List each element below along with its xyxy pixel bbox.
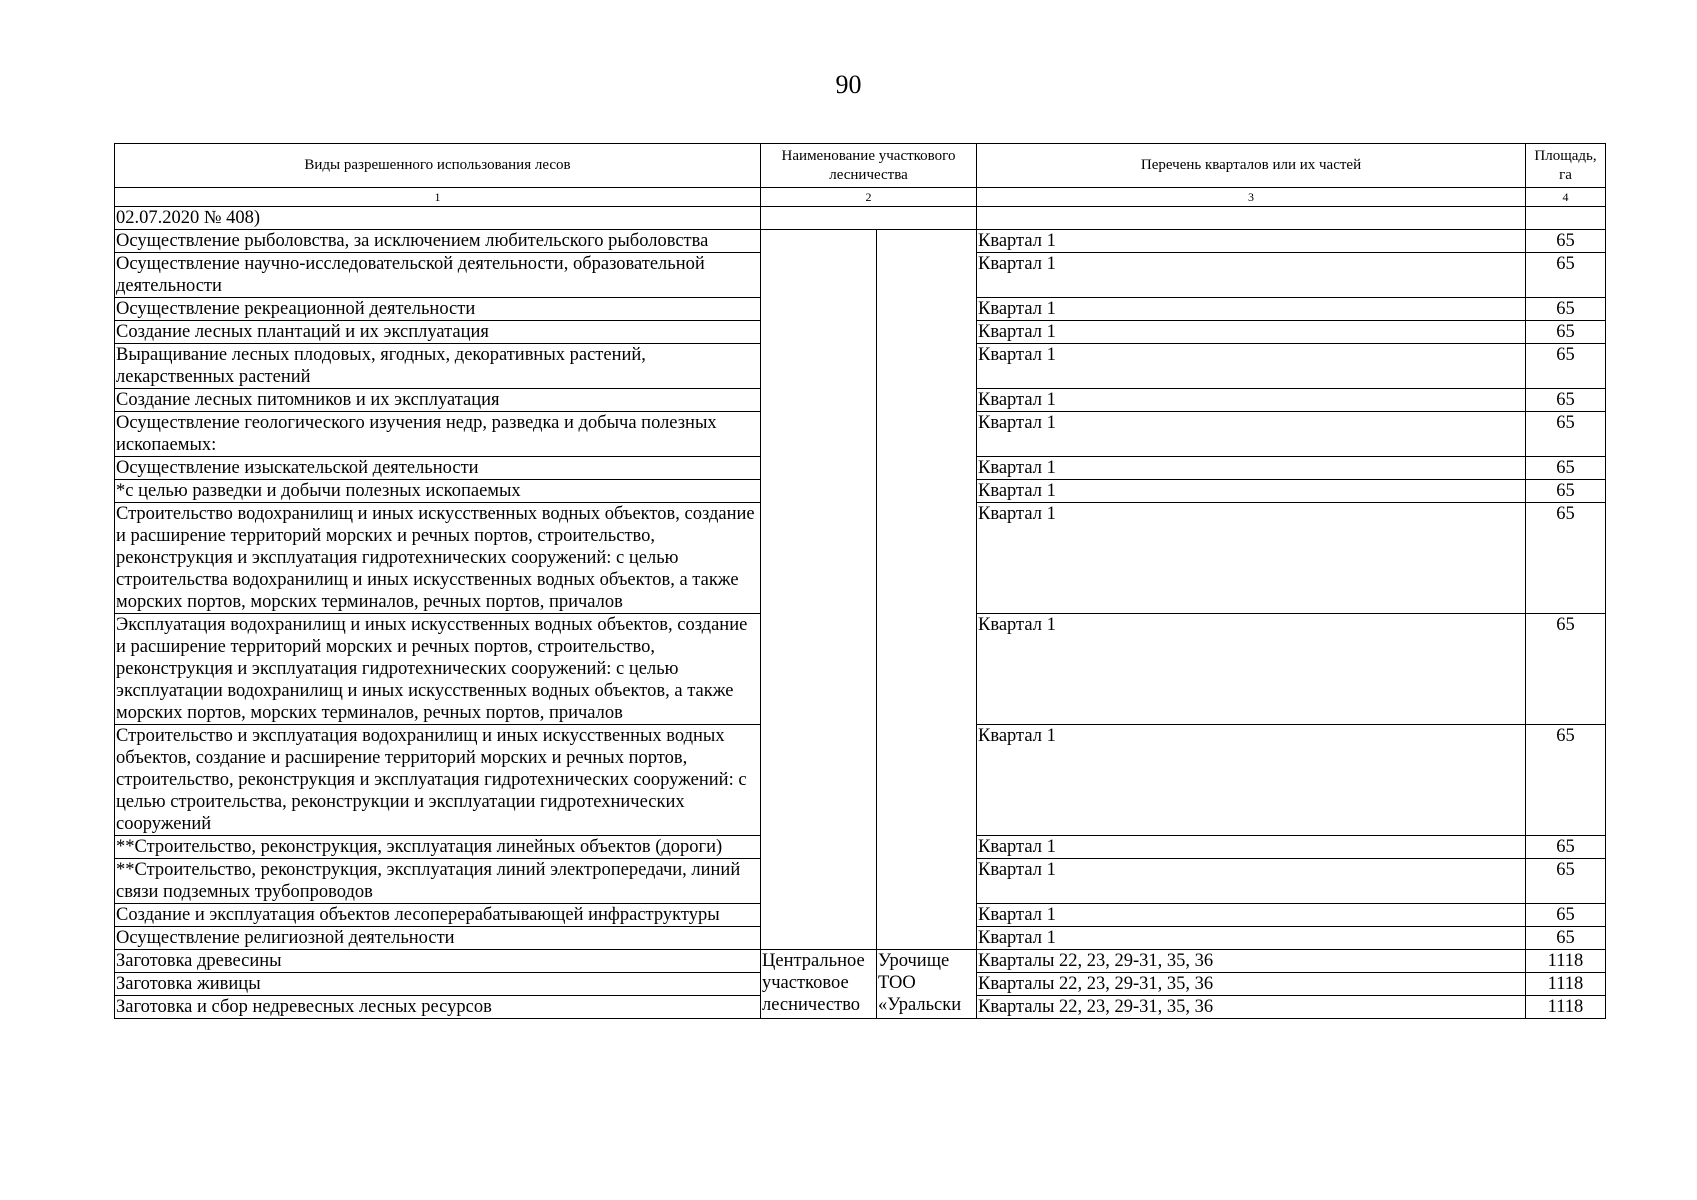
header-quarters: Перечень кварталов или их частей — [977, 144, 1526, 188]
area-cell: 65 — [1526, 412, 1606, 457]
use-type-cell: Заготовка древесины — [115, 950, 761, 973]
continuation-forestry-cell — [761, 207, 977, 230]
quarters-cell: Квартал 1 — [977, 389, 1526, 412]
area-cell: 65 — [1526, 298, 1606, 321]
use-type-cell: **Строительство, реконструкция, эксплуатация линейных объектов (дороги) — [115, 836, 761, 859]
area-cell: 65 — [1526, 321, 1606, 344]
use-type-cell: Создание лесных питомников и их эксплуатация — [115, 389, 761, 412]
continuation-quarters-cell — [977, 207, 1526, 230]
quarters-cell: Квартал 1 — [977, 503, 1526, 614]
forestry-tract-cell — [877, 230, 977, 950]
continuation-text: 02.07.2020 № 408) — [115, 207, 761, 230]
area-cell: 65 — [1526, 344, 1606, 389]
table-row — [115, 950, 1606, 973]
use-type-cell: Заготовка живицы — [115, 973, 761, 996]
quarters-cell: Квартал 1 — [977, 927, 1526, 950]
forest-use-table — [114, 143, 1606, 1019]
quarters-cell: Кварталы 22, 23, 29-31, 35, 36 — [977, 950, 1526, 973]
quarters-cell: Квартал 1 — [977, 230, 1526, 253]
column-number-2: 2 — [761, 188, 977, 207]
header-area: Площадь, га — [1526, 144, 1606, 188]
quarters-cell: Квартал 1 — [977, 344, 1526, 389]
column-number-1: 1 — [115, 188, 761, 207]
forestry-tract-line: Урочище — [878, 951, 950, 971]
column-number-row — [115, 188, 1606, 207]
forestry-district-line: лесничество — [762, 995, 861, 1015]
table-row — [115, 230, 1606, 253]
area-cell: 65 — [1526, 230, 1606, 253]
continuation-area-cell — [1526, 207, 1606, 230]
forestry-district-cell — [761, 230, 877, 950]
header-use-types: Виды разрешенного использования лесов — [115, 144, 761, 188]
use-type-cell: Осуществление научно-исследовательской деятельности, образовательной деятельности — [115, 253, 761, 298]
quarters-cell: Кварталы 22, 23, 29-31, 35, 36 — [977, 996, 1526, 1019]
forestry-district-cell — [761, 950, 877, 1019]
area-cell: 65 — [1526, 725, 1606, 836]
table-body — [115, 188, 1606, 1019]
use-type-cell: Создание и эксплуатация объектов лесоперерабатывающей инфраструктуры — [115, 904, 761, 927]
quarters-cell: Квартал 1 — [977, 412, 1526, 457]
use-type-cell: Заготовка и сбор недревесных лесных ресурсов — [115, 996, 761, 1019]
forestry-district-line: участковое — [762, 973, 849, 993]
quarters-cell: Квартал 1 — [977, 859, 1526, 904]
quarters-cell: Квартал 1 — [977, 614, 1526, 725]
header-forestry-name: Наименование участкового лесничества — [761, 144, 977, 188]
area-cell: 65 — [1526, 503, 1606, 614]
area-cell: 65 — [1526, 480, 1606, 503]
use-type-cell: Осуществление геологического изучения недр, разведка и добыча полезных ископаемых: — [115, 412, 761, 457]
forestry-tract-line: ТОО — [878, 973, 916, 993]
quarters-cell: Квартал 1 — [977, 298, 1526, 321]
area-cell: 65 — [1526, 927, 1606, 950]
use-type-cell: Эксплуатация водохранилищ и иных искусственных водных объектов, создание и расширение территорий морских и речных портов, строительство, реконструкция и эксплуатация гидротехнических сооружений: с целью эксплуатации водохранилищ и иных искусственных водных объектов, а также морских портов, морских терминалов, речных портов, причалов — [115, 614, 761, 725]
area-cell: 1118 — [1526, 973, 1606, 996]
use-type-cell: Осуществление изыскательской деятельности — [115, 457, 761, 480]
area-cell: 65 — [1526, 836, 1606, 859]
quarters-cell: Квартал 1 — [977, 725, 1526, 836]
use-type-cell: **Строительство, реконструкция, эксплуатация линий электропередачи, линий связи подземных трубопроводов — [115, 859, 761, 904]
area-cell: 65 — [1526, 904, 1606, 927]
use-type-cell: Осуществление рекреационной деятельности — [115, 298, 761, 321]
use-type-cell: Строительство водохранилищ и иных искусственных водных объектов, создание и расширение территорий морских и речных портов, строительство, реконструкция и эксплуатация гидротехнических сооружений: с целью строительства водохранилищ и иных искусственных водных объектов, а также морских портов, морских терминалов, речных портов, причалов — [115, 503, 761, 614]
column-number-3: 3 — [977, 188, 1526, 207]
area-cell: 65 — [1526, 457, 1606, 480]
use-type-cell: Создание лесных плантаций и их эксплуатация — [115, 321, 761, 344]
area-cell: 1118 — [1526, 996, 1606, 1019]
use-type-cell: Осуществление рыболовства, за исключением любительского рыболовства — [115, 230, 761, 253]
header-row — [115, 144, 1606, 188]
quarters-cell: Квартал 1 — [977, 480, 1526, 503]
forestry-tract-cell — [877, 950, 977, 1019]
column-number-4: 4 — [1526, 188, 1606, 207]
use-type-cell: *с целью разведки и добычи полезных ископаемых — [115, 480, 761, 503]
quarters-cell: Квартал 1 — [977, 321, 1526, 344]
use-type-cell: Строительство и эксплуатация водохранилищ и иных искусственных водных объектов, создание и расширение территорий морских и речных портов, строительство, реконструкция и эксплуатация гидротехнических сооружений: с целью строительства, реконструкции и эксплуатации гидротехнических сооружений — [115, 725, 761, 836]
area-cell: 65 — [1526, 389, 1606, 412]
area-cell: 65 — [1526, 253, 1606, 298]
quarters-cell: Квартал 1 — [977, 904, 1526, 927]
page-number: 90 — [835, 70, 862, 99]
quarters-cell: Квартал 1 — [977, 457, 1526, 480]
continuation-row — [115, 207, 1606, 230]
forestry-district-line: Центральное — [762, 951, 865, 971]
quarters-cell: Квартал 1 — [977, 253, 1526, 298]
quarters-cell: Квартал 1 — [977, 836, 1526, 859]
forestry-tract-line: «Уральски — [878, 995, 962, 1015]
area-cell: 65 — [1526, 859, 1606, 904]
use-type-cell: Выращивание лесных плодовых, ягодных, декоративных растений, лекарственных растений — [115, 344, 761, 389]
use-type-cell: Осуществление религиозной деятельности — [115, 927, 761, 950]
quarters-cell: Кварталы 22, 23, 29-31, 35, 36 — [977, 973, 1526, 996]
area-cell: 65 — [1526, 614, 1606, 725]
area-cell: 1118 — [1526, 950, 1606, 973]
